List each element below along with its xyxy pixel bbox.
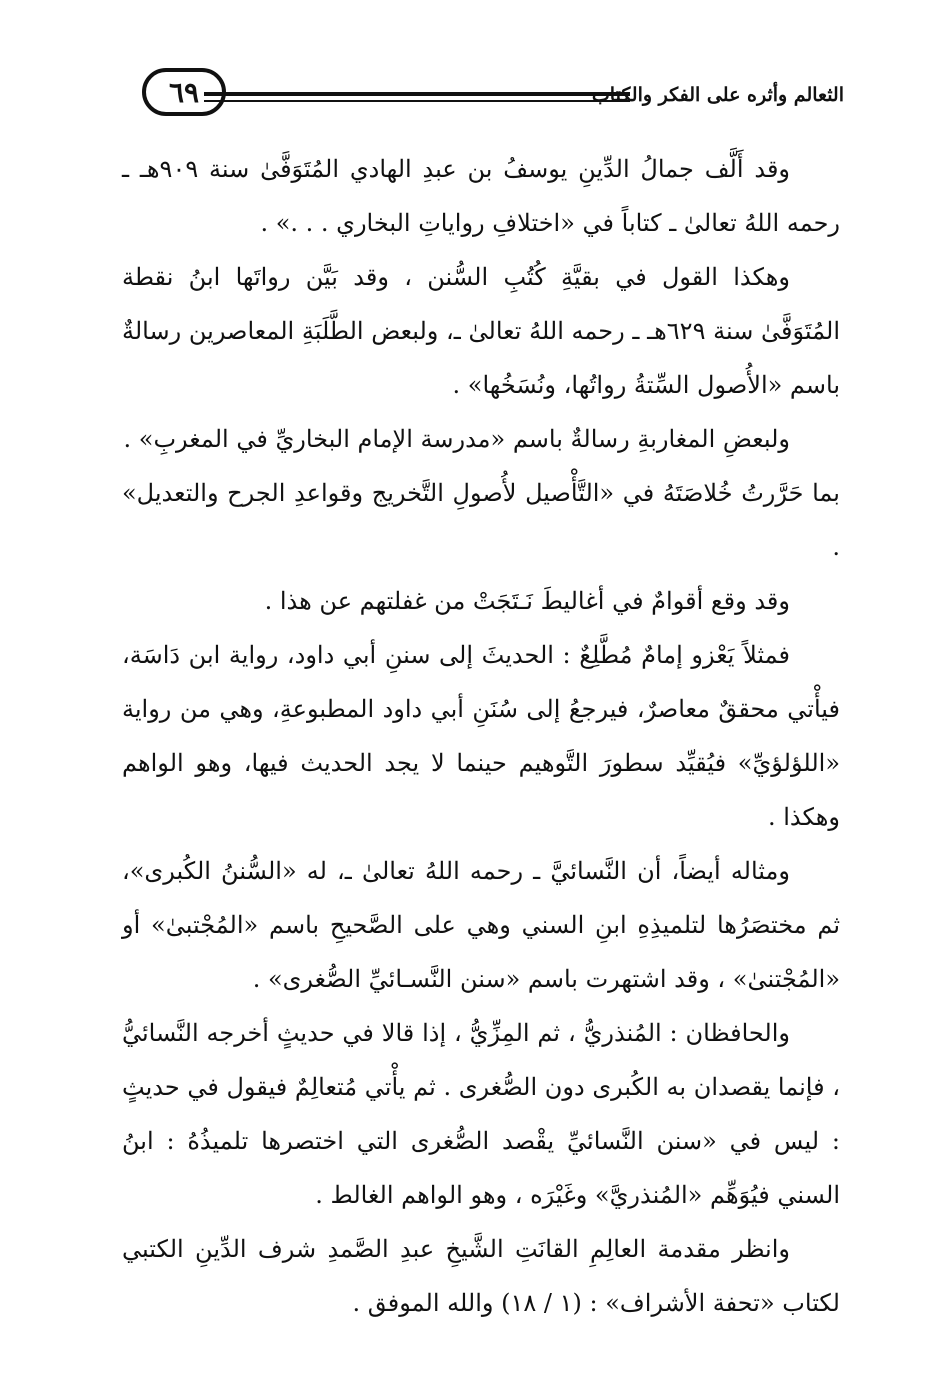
- paragraph: فمثلاً يَعْزو إمامٌ مُطَّلِعٌ : الحديثَ إلى سننِ أبي داود، رواية ابن دَاسَة، فيأْتي محققٌ معاصرٌ، فيرجعُ إلى سُنَنِ أبي داود المطبوعةِ، وهي من رواية «اللؤلؤيِّ» فيُقيِّد سطورَ التَّوهيم حينما لا يجد الحديث فيها، وهو الواهم وهكذا .: [122, 641, 840, 831]
- paragraph: وانظر مقدمة العالِمِ القانَتِ الشَّيخِ عبدِ الصَّمدِ شرف الدِّينِ الكتبي لكتاب «تحفة الأشراف» : (١ / ١٨) والله الموفق .: [122, 1235, 840, 1317]
- paragraph: وهكذا القول في بقيَّةِ كُتُبِ السُّنن ، وقد بَيَّن رواتَها ابنُ نقطة المُتَوَفَّىٰ سنة ٦٢٩هـ ـ رحمه اللهُ تعالىٰ ـ، ولبعض الطَّلَبَةِ المعاصرين رسالةٌ باسم «الأُصول السِّتةُ رواتُها، ونُسَخُها» .: [122, 263, 840, 399]
- body-text: [122, 142, 840, 1330]
- paragraph: وقد وقع أقوامٌ في أغاليطَ نَـتَجَتْ من غفلتهم عن هذا .: [264, 587, 790, 615]
- paragraph: وقد أَلَّف جمالُ الدِّينِ يوسفُ بن عبدِ الهادي المُتَوَفَّىٰ سنة ٩٠٩هـ ـ رحمه اللهُ تعالىٰ ـ كتاباً في «اختلافِ رواياتِ البخاري . . .» .: [122, 155, 840, 237]
- page-number: ٦٩: [168, 75, 200, 109]
- paragraph: ولبعضِ المغاربةِ رسالةٌ باسم «مدرسة الإمام البخاريِّ في المغربِ» .: [123, 425, 790, 453]
- running-title: الثعالم وأثره على الفكر والكتاب: [591, 84, 844, 106]
- paragraph: والحافظان : المُنذريُّ ، ثم المِزِّيُّ ، إذا قالا في حديثٍ أخرجه النَّسائيُّ ، فإنما يقصدان به الكُبرى دون الصُّغرى . ثم يأْتي مُتعالِمٌ فيقول في حديثٍ : ليس في «سنن النَّسائيِّ يقْصد الصُّغرى التي اختصرها تلميذُهُ : ابنُ السني فيُوَهِّم «المُنذريَّ» وغَيْرَه ، وهو الواهم الغالط .: [122, 1019, 840, 1209]
- header-rule-thin: [204, 100, 630, 102]
- paragraph: بما حَرَّرتُ خُلاصَتَهُ في «التَّأْصيل لأُصولِ التَّخريج وقواعدِ الجرح والتعديل» .: [122, 479, 840, 561]
- header-rule: [204, 92, 630, 96]
- paragraph: ومثاله أيضاً، أن النَّسائيَّ ـ رحمه اللهُ تعالىٰ ـ، له «السُّننُ الكُبرى»، ثم مختصَرُها لتلميذِهِ ابنِ السني وهي على الصَّحيحِ باسم «المُجْتبىٰ» أو «المُجْتنىٰ» ، وقد اشتهرت باسم «سنن النَّسـائيِّ الصُّغرى» .: [122, 857, 840, 993]
- page-header: [132, 62, 844, 128]
